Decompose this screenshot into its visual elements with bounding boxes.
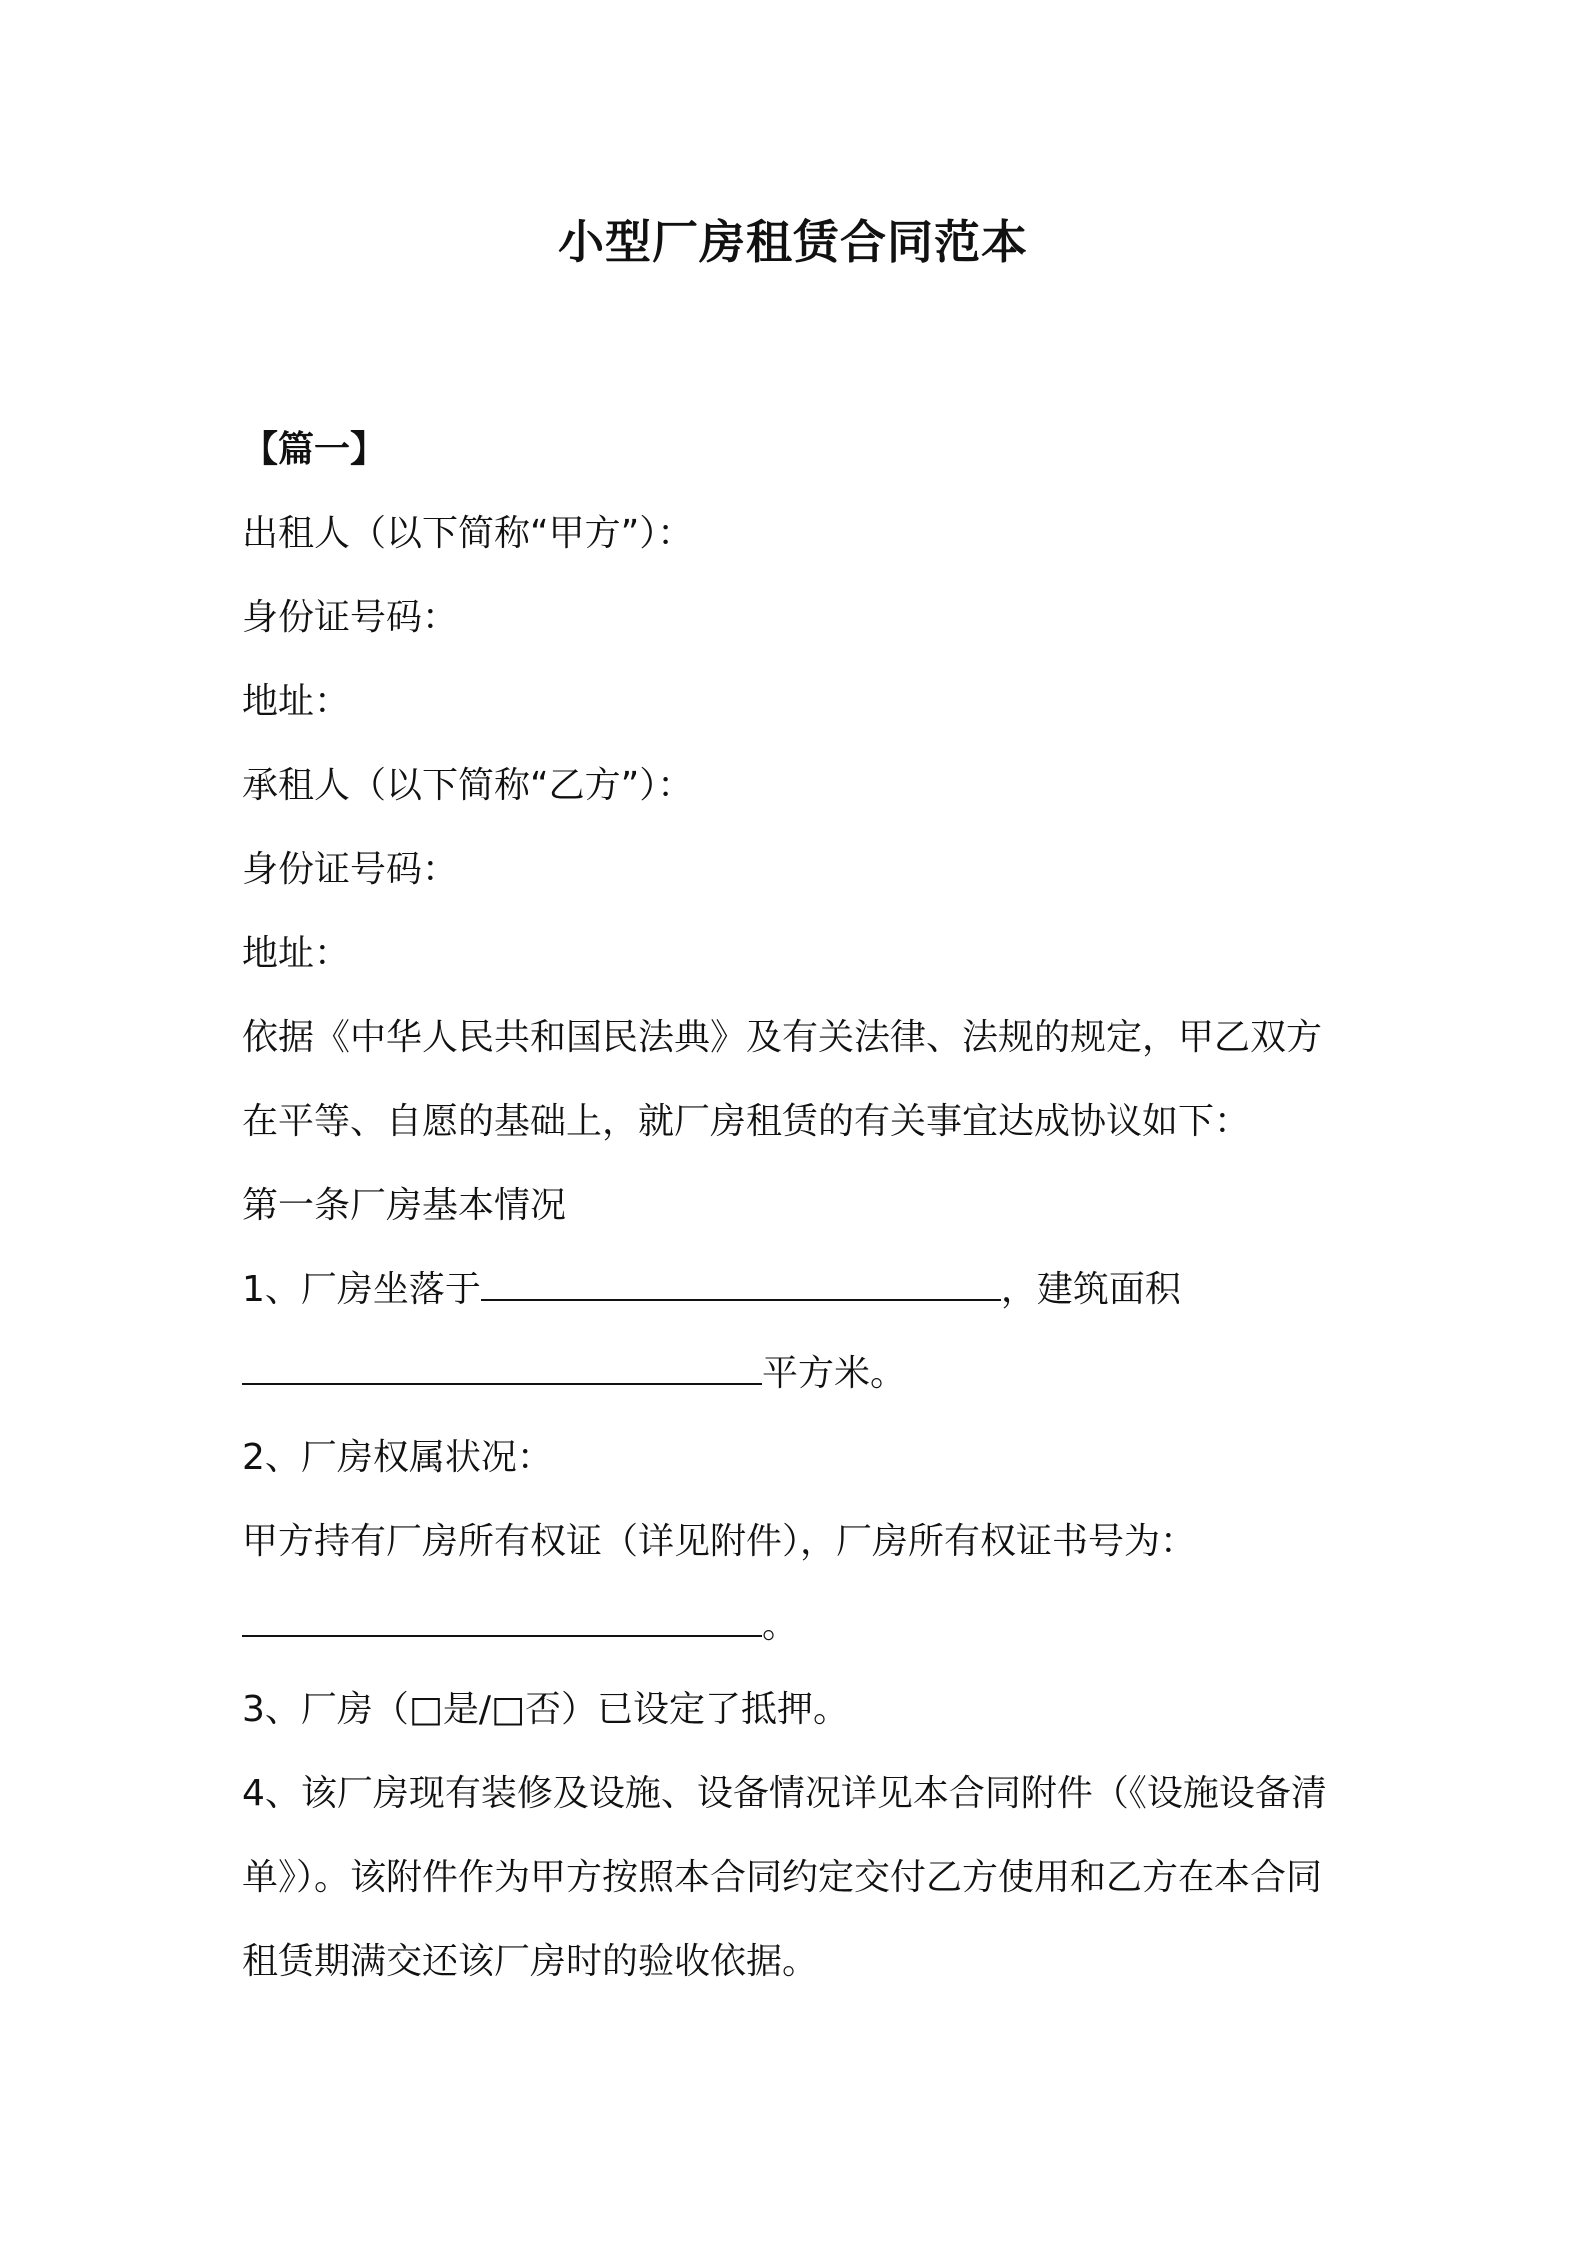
item-2-certificate-line [242, 1584, 1362, 1668]
item-4-line-2: 单》）。该附件作为甲方按照本合同约定交付乙方使用和乙方在本合同 [242, 1857, 1323, 1898]
item-2-detail: 甲方持有厂房所有权证（详见附件），厂房所有权证书号为： [242, 1521, 1197, 1562]
item-2-end: 。 [762, 1605, 799, 1646]
location-blank [481, 1269, 1001, 1301]
item-4-line-3: 租赁期满交还该厂房时的验收依据。 [242, 1941, 819, 1982]
item-1-unit: 平方米。 [762, 1353, 907, 1394]
area-blank [242, 1353, 762, 1385]
document-body [242, 408, 1362, 2004]
item-1-location-line [242, 1248, 1362, 1332]
section-label: 【篇一】 [242, 429, 387, 470]
item-3-mortgage: 3、厂房（□是/□否）已设定了抵押。 [242, 1689, 850, 1730]
certificate-number-blank [242, 1605, 762, 1637]
item-1-suffix: ，建筑面积 [1000, 1269, 1181, 1310]
basis-line-1: 依据《中华人民共和国民法典》及有关法律、法规的规定，甲乙双方 [242, 1017, 1323, 1058]
item-2-heading: 2、厂房权属状况： [242, 1437, 553, 1478]
document-title: 小型厂房租赁合同范本 [558, 215, 1028, 269]
lessee-line: 承租人（以下简称“乙方”）： [242, 765, 694, 806]
basis-line-2: 在平等、自愿的基础上，就厂房租赁的有关事宜达成协议如下： [242, 1101, 1251, 1142]
lessee-id-line: 身份证号码： [242, 849, 459, 890]
item-1-prefix: 1、厂房坐落于 [242, 1269, 481, 1310]
article-1-heading: 第一条厂房基本情况 [242, 1185, 567, 1226]
lessor-line: 出租人（以下简称“甲方”）： [242, 513, 694, 554]
item-1-area-line [242, 1332, 1362, 1416]
item-4-line-1: 4、该厂房现有装修及设施、设备情况详见本合同附件（《设施设备清 [242, 1773, 1327, 1814]
lessee-address-line: 地址： [242, 933, 351, 974]
lessor-id-line: 身份证号码： [242, 597, 459, 638]
lessor-address-line: 地址： [242, 681, 351, 722]
